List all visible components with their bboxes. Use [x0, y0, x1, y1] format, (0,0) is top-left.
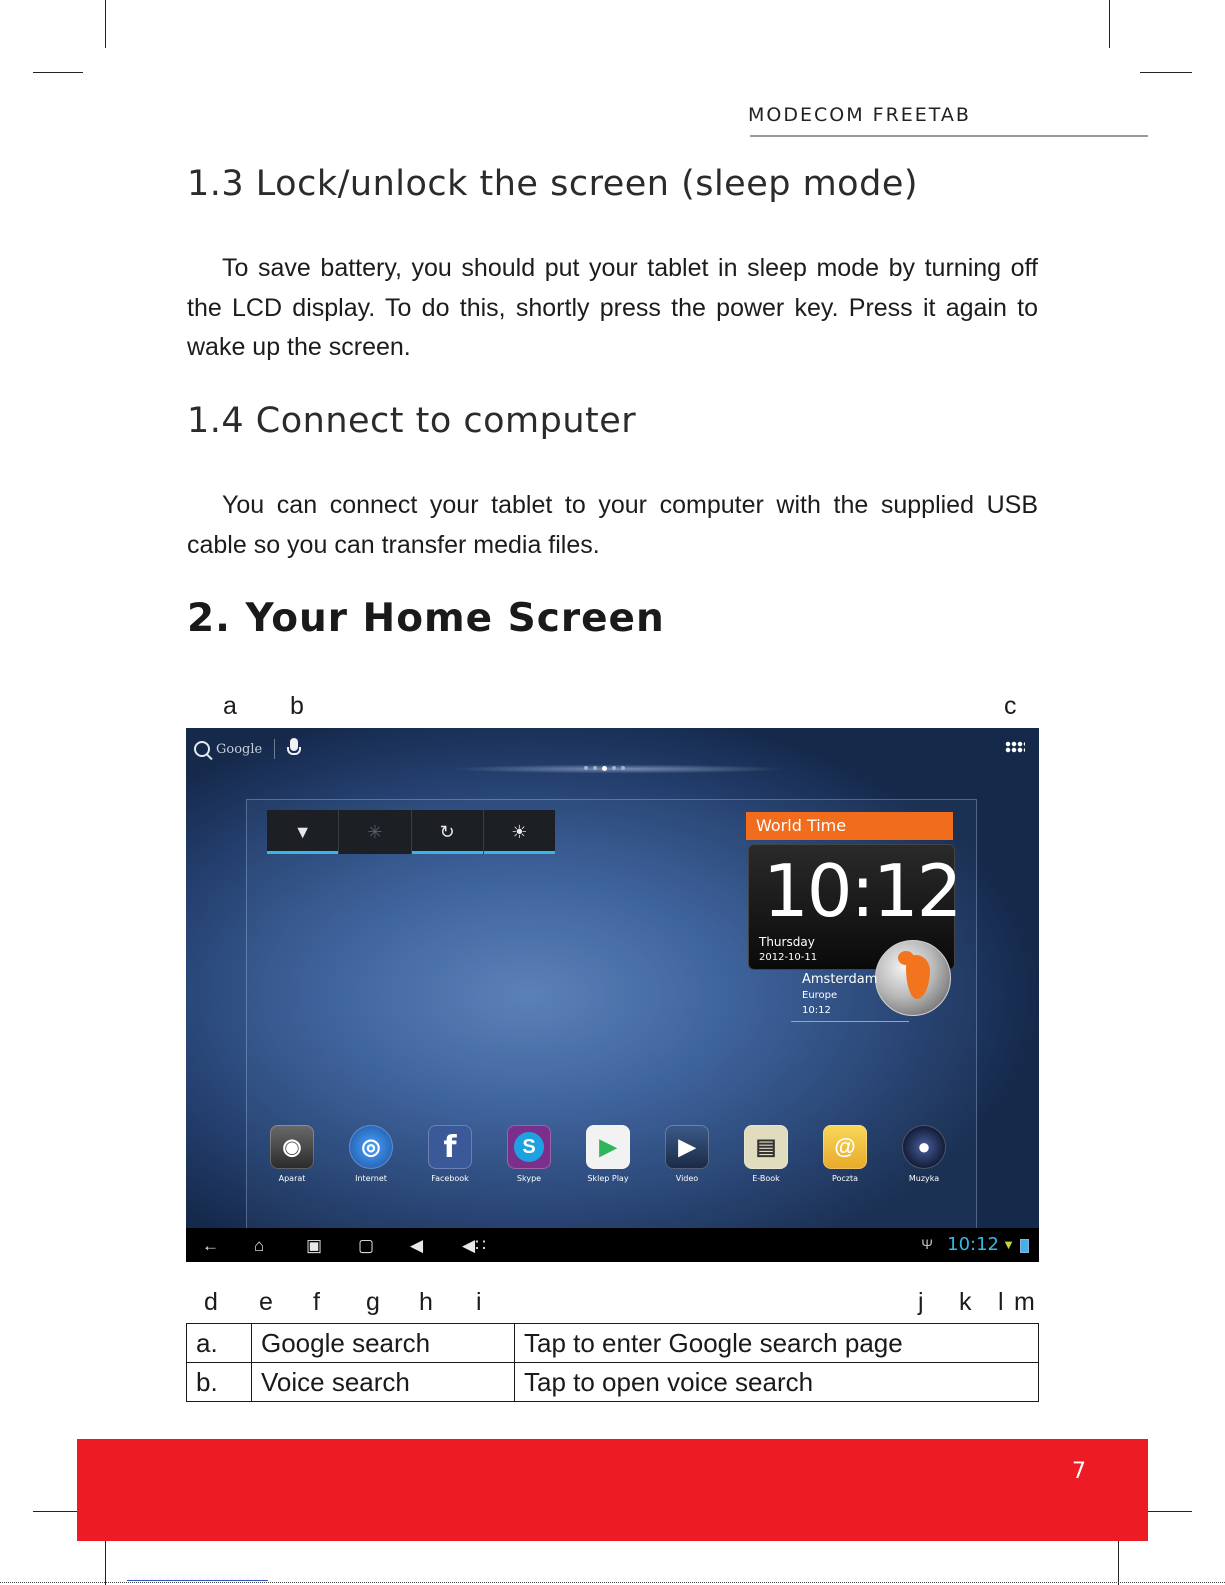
recent-apps-icon[interactable]: ▣ — [306, 1236, 323, 1255]
table-cell-key: a. — [187, 1324, 252, 1363]
crop-mark — [1118, 1534, 1119, 1585]
app-poczta[interactable] — [821, 1125, 869, 1183]
power-control-widget — [267, 810, 555, 854]
callout-f: f — [313, 1288, 320, 1316]
app-sklep-play[interactable] — [584, 1125, 632, 1183]
system-bar — [186, 1228, 1039, 1262]
main-heading: 2. Your Home Screen — [187, 596, 665, 641]
page-dot-current — [602, 766, 607, 771]
callout-e: e — [259, 1288, 273, 1316]
page-dot — [584, 766, 588, 770]
app-label: Aparat — [278, 1174, 306, 1183]
page-number: 7 — [1072, 1459, 1086, 1484]
table-cell-name: Google search — [252, 1324, 515, 1363]
page-dot — [593, 766, 597, 770]
home-icon[interactable]: ⌂ — [254, 1236, 265, 1255]
crop-mark — [1140, 72, 1192, 73]
signal-icon: ▼ — [1002, 1237, 1015, 1252]
brightness-icon: ☀ — [511, 821, 528, 842]
page-dot — [612, 766, 616, 770]
mail-icon: @ — [823, 1125, 867, 1169]
callout-j: j — [918, 1288, 924, 1316]
bluetooth-icon: ✳ — [367, 821, 383, 842]
app-dock — [268, 1125, 948, 1183]
callout-b: b — [290, 692, 304, 720]
section-text-sleep: To save battery, you should put your tablet in sleep mode by turning off the LCD display. To do this, shortly press the power key. Press it again to wake up the screen. — [187, 254, 1038, 361]
callout-k: k — [959, 1288, 972, 1316]
callout-i: i — [476, 1288, 482, 1316]
table-row — [187, 1324, 1039, 1363]
app-label: Facebook — [431, 1174, 469, 1183]
callout-m: m — [1014, 1288, 1035, 1316]
table-cell-key: b. — [187, 1363, 252, 1402]
app-label: E-Book — [752, 1174, 780, 1183]
callout-h: h — [419, 1288, 433, 1316]
table-cell-name: Voice search — [252, 1363, 515, 1402]
callout-l: l — [998, 1288, 1004, 1316]
clock-day: Thursday — [759, 935, 815, 949]
world-time-city — [802, 972, 877, 1016]
video-icon: ▶ — [665, 1125, 709, 1169]
bottom-dotted-rule — [0, 1582, 1225, 1583]
divider — [791, 1021, 909, 1022]
bluetooth-toggle[interactable] — [339, 810, 411, 854]
header-rule — [750, 135, 1148, 137]
google-search-label: Google — [216, 741, 263, 757]
callout-g: g — [366, 1288, 380, 1316]
app-label: Skype — [516, 1174, 542, 1183]
section-title-connect: 1.4 Connect to computer — [187, 401, 637, 441]
app-label: Video — [675, 1174, 699, 1183]
brand-header: MODECOM FREETAB — [748, 104, 971, 126]
app-label: Internet — [355, 1174, 387, 1183]
app-internet[interactable] — [347, 1125, 395, 1183]
brightness-toggle[interactable] — [484, 810, 555, 854]
battery-icon — [1020, 1239, 1029, 1253]
section-title-sleep: 1.3 Lock/unlock the screen (sleep mode) — [187, 164, 919, 204]
app-muzyka[interactable] — [900, 1125, 948, 1183]
globe-icon — [875, 940, 951, 1016]
page-dot — [621, 766, 625, 770]
screenshot-icon[interactable]: ▢ — [358, 1236, 375, 1255]
app-video[interactable] — [663, 1125, 711, 1183]
table-cell-description: Tap to open voice search — [515, 1363, 1039, 1402]
callout-d: d — [204, 1288, 218, 1316]
crop-mark — [1109, 0, 1110, 48]
wifi-icon: ▼ — [293, 821, 312, 842]
clock-date: 2012-10-11 — [759, 952, 818, 963]
sync-toggle[interactable] — [412, 810, 484, 854]
facebook-icon: f — [428, 1125, 472, 1169]
app-aparat[interactable] — [268, 1125, 316, 1183]
app-skype[interactable] — [505, 1125, 553, 1183]
footer-band — [77, 1439, 1148, 1541]
app-e-book[interactable] — [742, 1125, 790, 1183]
crop-mark — [105, 1534, 106, 1585]
divider — [274, 739, 275, 759]
table-row — [187, 1363, 1039, 1402]
skype-icon: S — [507, 1125, 551, 1169]
app-label: Poczta — [831, 1174, 859, 1183]
status-time[interactable]: 10:12 — [947, 1234, 999, 1255]
sync-icon: ↻ — [439, 821, 455, 842]
wifi-toggle[interactable] — [267, 810, 339, 854]
app-facebook[interactable] — [426, 1125, 474, 1183]
world-time-title: World Time — [746, 812, 953, 840]
usb-icon: Ψ — [921, 1236, 933, 1252]
callout-a: a — [223, 692, 237, 720]
city-region: Europe — [802, 990, 838, 1001]
city-name: Amsterdam — [802, 972, 878, 987]
city-time: 10:12 — [802, 1005, 831, 1016]
page-indicator — [584, 766, 625, 771]
google-search[interactable] — [194, 737, 262, 761]
camera-icon: ◉ — [270, 1125, 314, 1169]
volume-up-icon[interactable]: ◀∷ — [462, 1236, 486, 1255]
app-label: Sklep Play — [587, 1174, 629, 1183]
link-underline — [127, 1580, 268, 1581]
speaker-icon: ● — [902, 1125, 946, 1169]
app-drawer-icon[interactable] — [1005, 741, 1025, 753]
play-store-icon: ▶ — [586, 1125, 630, 1169]
globe-icon: ◎ — [349, 1125, 393, 1169]
table-cell-description: Tap to enter Google search page — [515, 1324, 1039, 1363]
back-icon[interactable]: ← — [202, 1236, 219, 1255]
crop-mark — [105, 0, 106, 48]
volume-down-icon[interactable]: ◀ — [410, 1236, 424, 1255]
legend-table — [186, 1323, 1039, 1402]
clock-time: 10:12 — [763, 849, 961, 933]
book-icon: ▤ — [744, 1125, 788, 1169]
home-screen-screenshot — [186, 728, 1039, 1262]
crop-mark — [33, 72, 83, 73]
microphone-icon[interactable] — [290, 738, 298, 751]
section-text-connect: You can connect your tablet to your computer with the supplied USB cable so you can transfer media files. — [187, 491, 1038, 559]
crop-mark — [33, 1511, 83, 1512]
app-label: Muzyka — [908, 1174, 940, 1183]
search-icon — [194, 741, 210, 757]
callout-c: c — [1004, 692, 1017, 720]
